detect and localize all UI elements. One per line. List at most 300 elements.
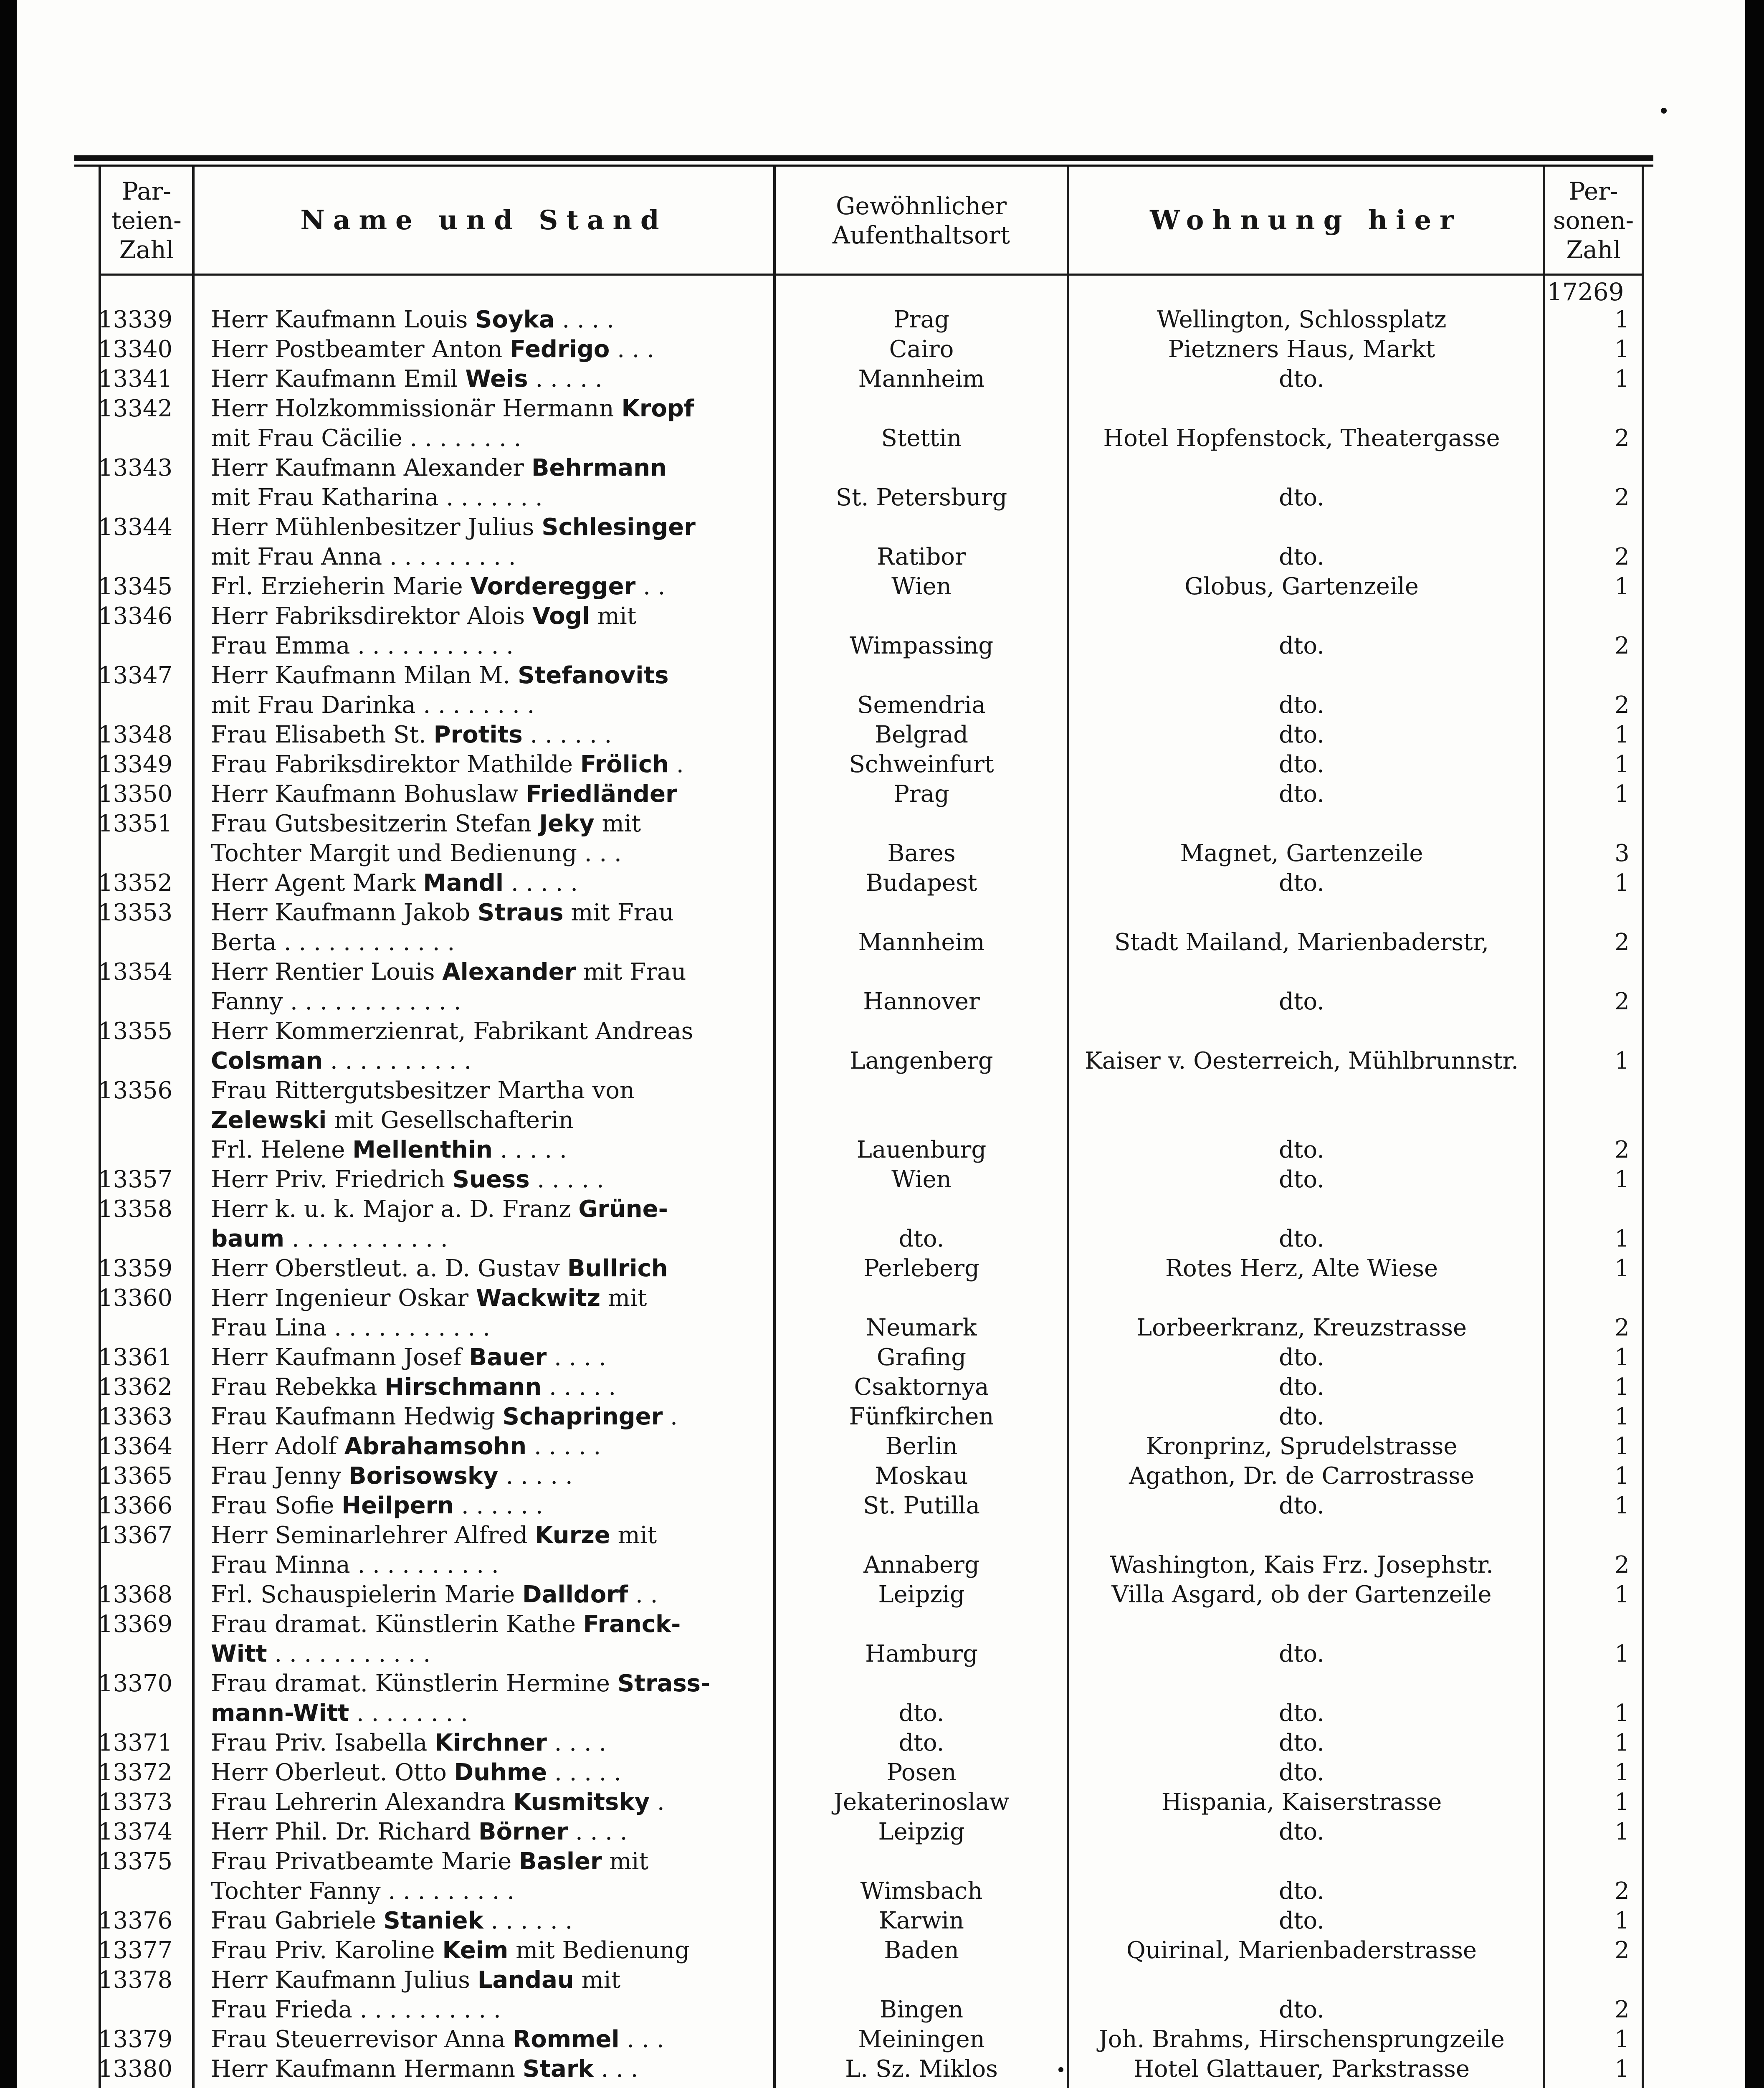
entry-name-line bbox=[211, 1876, 766, 1906]
entry-name-line bbox=[211, 1639, 766, 1669]
table-row bbox=[0, 394, 1764, 453]
entry-address: dto. bbox=[1279, 869, 1324, 897]
entry-title: Herr Agent Mark bbox=[211, 869, 423, 897]
entry-number: 13354 bbox=[98, 958, 173, 986]
entry-surname: Stefanovits bbox=[518, 662, 669, 689]
entry-persons-count: 1 bbox=[1615, 1433, 1630, 1460]
entry-name bbox=[211, 1165, 766, 1194]
entry-name bbox=[211, 1372, 766, 1402]
entry-name-line bbox=[211, 1461, 766, 1491]
entry-address: dto. bbox=[1279, 1700, 1324, 1727]
entry-number: 13360 bbox=[98, 1285, 173, 1312]
entry-name bbox=[211, 1847, 766, 1906]
entry-persons-count: 3 bbox=[1615, 840, 1630, 867]
entry-persons bbox=[1555, 1876, 1651, 1906]
entry-title: Herr Ingenieur Oskar bbox=[211, 1285, 476, 1312]
entry-name-line bbox=[211, 1254, 766, 1283]
entry-persons-count: 1 bbox=[1615, 1344, 1630, 1371]
entry-tail: . . . . . bbox=[526, 1433, 601, 1460]
entry-name-line bbox=[211, 1936, 766, 1965]
entry-number: 13373 bbox=[98, 1789, 173, 1816]
entry-title: Herr Kaufmann Louis bbox=[211, 306, 476, 333]
entry-address: dto. bbox=[1279, 1818, 1324, 1845]
entry-address: dto. bbox=[1279, 1640, 1324, 1667]
entry-persons-count: 1 bbox=[1615, 1789, 1630, 1816]
entry-persons bbox=[1555, 1906, 1651, 1936]
entry-surname: Behrmann bbox=[531, 454, 667, 481]
table-row bbox=[0, 1906, 1764, 1936]
entry-title: Frau dramat. Künstlerin Kathe bbox=[211, 1611, 583, 1638]
entry-surname: Staniek bbox=[383, 1907, 483, 1934]
entry-title: Herr Kaufmann Jakob bbox=[211, 899, 478, 926]
entry-tail: mit bbox=[602, 1848, 648, 1875]
entry-origin: Mannheim bbox=[858, 365, 985, 393]
entry-persons-count: 2 bbox=[1615, 1136, 1630, 1163]
entry-surname: Grüne- bbox=[578, 1196, 668, 1223]
entry-persons-count: 1 bbox=[1615, 1166, 1630, 1193]
entry-origin: L. Sz. Miklos bbox=[845, 2055, 998, 2083]
entry-persons bbox=[1555, 987, 1651, 1016]
entry-name bbox=[211, 1580, 766, 1609]
entry-name-line bbox=[211, 1194, 766, 1224]
entry-number: 13339 bbox=[98, 306, 173, 333]
entry-title: Frau Sofie bbox=[211, 1492, 342, 1519]
entry-origin: Csaktornya bbox=[854, 1373, 989, 1401]
entry-address: dto. bbox=[1279, 1492, 1324, 1519]
entry-number: 13364 bbox=[98, 1433, 173, 1460]
entry-surname: Hirschmann bbox=[385, 1373, 542, 1401]
entry-tail: . . . . . bbox=[492, 1136, 567, 1163]
entry-persons-count: 1 bbox=[1615, 1729, 1630, 1756]
entry-name-line bbox=[211, 1283, 766, 1313]
table-row bbox=[0, 1787, 1764, 1817]
entry-title: Tochter Margit und Bedienung . . . bbox=[211, 840, 622, 867]
entry-name bbox=[211, 1787, 766, 1817]
entry-surname: Wackwitz bbox=[476, 1285, 601, 1312]
entry-name bbox=[211, 661, 766, 720]
entry-origin: Hamburg bbox=[865, 1640, 978, 1667]
entry-persons-count: 2 bbox=[1615, 1878, 1630, 1905]
table-row bbox=[0, 1669, 1764, 1728]
entry-name bbox=[211, 305, 766, 334]
table-row bbox=[0, 2054, 1764, 2084]
entry-title: Frl. Schauspielerin Marie bbox=[211, 1581, 522, 1608]
entry-persons bbox=[1555, 542, 1651, 572]
entry-title: Herr Seminarlehrer Alfred bbox=[211, 1522, 535, 1549]
entry-tail: mit Gesellschafterin bbox=[326, 1107, 574, 1134]
entry-surname: Vorderegger bbox=[470, 573, 636, 600]
entry-tail: mit bbox=[574, 1966, 621, 1994]
header-number: Par- teien- Zahl bbox=[111, 177, 182, 264]
entry-tail: . . . bbox=[610, 336, 655, 363]
entry-title: Frau Steuerrevisor Anna bbox=[211, 2026, 513, 2053]
entry-number: 13361 bbox=[98, 1344, 173, 1371]
entry-surname: Soyka bbox=[475, 306, 555, 333]
entry-origin: Grafing bbox=[876, 1344, 967, 1371]
entry-title: Herr Priv. Friedrich bbox=[211, 1166, 453, 1193]
entry-origin: Schweinfurt bbox=[849, 751, 994, 778]
entry-title: Frau Priv. Karoline bbox=[211, 1937, 443, 1964]
entry-name bbox=[211, 1669, 766, 1728]
entry-title: Tochter Fanny . . . . . . . . . bbox=[211, 1878, 514, 1905]
entry-persons-count: 2 bbox=[1615, 1996, 1630, 2023]
entry-number: 13359 bbox=[98, 1255, 173, 1282]
entry-name bbox=[211, 334, 766, 364]
entry-surname: Weis bbox=[465, 365, 528, 393]
entry-name-line bbox=[211, 1076, 766, 1105]
entry-surname: baum bbox=[211, 1225, 285, 1252]
entry-origin: Budapest bbox=[866, 869, 977, 897]
entry-persons bbox=[1555, 1550, 1651, 1580]
entry-name bbox=[211, 720, 766, 750]
entry-origin: Ratibor bbox=[877, 543, 966, 570]
entry-persons bbox=[1555, 1580, 1651, 1609]
table-row bbox=[0, 1016, 1764, 1076]
entry-name-line bbox=[211, 750, 766, 779]
entry-name bbox=[211, 601, 766, 661]
entry-address: Kaiser v. Oesterreich, Mühlbrunnstr. bbox=[1084, 1047, 1519, 1074]
entry-name-line bbox=[211, 957, 766, 987]
entry-tail: . . . . bbox=[568, 1818, 628, 1845]
top-rule-thick bbox=[74, 155, 1653, 161]
entry-title: Frau Jenny bbox=[211, 1462, 349, 1490]
entry-name-line bbox=[211, 1046, 766, 1076]
entry-title: mit Frau Anna . . . . . . . . . bbox=[211, 543, 516, 570]
entry-name bbox=[211, 364, 766, 394]
entry-name bbox=[211, 453, 766, 512]
entry-name bbox=[211, 1491, 766, 1520]
entry-persons bbox=[1555, 2054, 1651, 2084]
entry-address: dto. bbox=[1279, 1907, 1324, 1934]
entry-address: Kronprinz, Sprudelstrasse bbox=[1146, 1433, 1458, 1460]
table-row bbox=[0, 779, 1764, 809]
entry-address: Agathon, Dr. de Carrostrasse bbox=[1129, 1462, 1475, 1490]
entry-name-line bbox=[211, 1343, 766, 1372]
entry-surname: Kropf bbox=[621, 395, 694, 422]
entry-title: Herr k. u. k. Major a. D. Franz bbox=[211, 1196, 579, 1223]
table-row bbox=[0, 334, 1764, 364]
entry-name bbox=[211, 1609, 766, 1669]
entry-address: dto. bbox=[1279, 1996, 1324, 2023]
entry-address: dto. bbox=[1279, 1403, 1324, 1430]
entry-title: Herr Kommerzienrat, Fabrikant Andreas bbox=[211, 1018, 693, 1045]
entry-number: 13368 bbox=[98, 1581, 173, 1608]
entry-persons bbox=[1555, 423, 1651, 453]
entry-address: Hotel Hopfenstock, Theatergasse bbox=[1103, 425, 1500, 452]
entry-number: 13346 bbox=[98, 603, 173, 630]
entry-title: Herr Kaufmann Hermann bbox=[211, 2055, 523, 2083]
entry-origin: Wimsbach bbox=[860, 1878, 983, 1905]
entry-name bbox=[211, 1254, 766, 1283]
entry-persons bbox=[1555, 1343, 1651, 1372]
entry-persons bbox=[1555, 1817, 1651, 1847]
entry-name-line bbox=[211, 690, 766, 720]
entry-address: dto. bbox=[1279, 1373, 1324, 1401]
entry-title: Herr Postbeamter Anton bbox=[211, 336, 510, 363]
header-origin: Gewöhnlicher Aufenthaltsort bbox=[832, 191, 1010, 249]
entry-surname: Franck- bbox=[583, 1611, 681, 1638]
entry-name bbox=[211, 1461, 766, 1491]
entry-persons bbox=[1555, 750, 1651, 779]
entry-number: 13375 bbox=[98, 1848, 173, 1875]
entry-number: 13347 bbox=[98, 662, 173, 689]
top-rule-thin bbox=[74, 165, 1653, 167]
entry-persons-count: 1 bbox=[1615, 1907, 1630, 1934]
entry-name-line bbox=[211, 898, 766, 927]
entry-number: 13349 bbox=[98, 751, 173, 778]
entry-tail: . . . . . bbox=[528, 365, 602, 393]
entry-surname: Zelewski bbox=[211, 1107, 327, 1134]
entry-address: dto. bbox=[1279, 484, 1324, 511]
entry-title: Herr Kaufmann Alexander bbox=[211, 454, 531, 481]
entry-number: 13367 bbox=[98, 1522, 173, 1549]
entry-persons-count: 2 bbox=[1615, 1551, 1630, 1579]
entry-surname: Jeky bbox=[539, 810, 595, 837]
entry-name bbox=[211, 1076, 766, 1165]
entry-surname: Keim bbox=[442, 1937, 509, 1964]
entry-persons-count: 2 bbox=[1615, 484, 1630, 511]
entry-surname: Kurze bbox=[535, 1522, 610, 1549]
entry-address: dto. bbox=[1279, 988, 1324, 1015]
table-row bbox=[0, 364, 1764, 394]
entry-surname: Witt bbox=[211, 1640, 267, 1667]
entry-persons-count: 2 bbox=[1615, 692, 1630, 719]
entry-name bbox=[211, 1965, 766, 2025]
entry-number: 13374 bbox=[98, 1818, 173, 1845]
entry-origin: St. Putilla bbox=[863, 1492, 980, 1519]
entry-tail: mit Frau bbox=[576, 958, 686, 986]
entry-title: Frau dramat. Künstlerin Hermine bbox=[211, 1670, 618, 1697]
entry-tail: . bbox=[650, 1789, 665, 1816]
entry-address: Wellington, Schlossplatz bbox=[1157, 306, 1447, 333]
entry-name-line bbox=[211, 305, 766, 334]
entry-name-line bbox=[211, 2054, 766, 2084]
entry-persons bbox=[1555, 364, 1651, 394]
entry-surname: Bullrich bbox=[567, 1255, 668, 1282]
entry-name-line bbox=[211, 839, 766, 868]
entry-origin: dto. bbox=[898, 1225, 944, 1252]
entry-address: dto. bbox=[1279, 721, 1324, 748]
entry-name-line bbox=[211, 1698, 766, 1728]
entry-name bbox=[211, 779, 766, 809]
entry-address: Washington, Kais Frz. Josephstr. bbox=[1110, 1551, 1493, 1579]
table-row bbox=[0, 1758, 1764, 1787]
entry-name-line bbox=[211, 1105, 766, 1135]
entry-persons-count: 2 bbox=[1615, 425, 1630, 452]
entry-tail: . . . bbox=[593, 2055, 638, 2083]
entry-persons-count: 1 bbox=[1615, 751, 1630, 778]
entry-name bbox=[211, 2025, 766, 2054]
entry-persons bbox=[1555, 1491, 1651, 1520]
entry-name-line bbox=[211, 1787, 766, 1817]
entry-name-line bbox=[211, 2025, 766, 2054]
entry-name-line bbox=[211, 1995, 766, 2025]
entry-origin: Wien bbox=[891, 1166, 952, 1193]
scan-speck bbox=[1661, 108, 1667, 114]
entry-origin: dto. bbox=[898, 1700, 944, 1727]
entry-address: Globus, Gartenzeile bbox=[1184, 573, 1419, 600]
entry-address: dto. bbox=[1279, 751, 1324, 778]
entry-name bbox=[211, 1402, 766, 1432]
entry-persons-count: 1 bbox=[1615, 2026, 1630, 2053]
entry-name bbox=[211, 1728, 766, 1758]
entry-title: Herr Fabriksdirektor Alois bbox=[211, 603, 532, 630]
entry-title: Frl. Helene bbox=[211, 1136, 353, 1163]
entry-address: dto. bbox=[1279, 1225, 1324, 1252]
entry-tail: . . . bbox=[619, 2026, 664, 2053]
entry-title: Frau Gutsbesitzerin Stefan bbox=[211, 810, 539, 837]
entry-name-line bbox=[211, 423, 766, 453]
header-address: Wohnung hier bbox=[1150, 204, 1462, 236]
header-persons: Per- sonen- Zahl bbox=[1553, 177, 1634, 264]
table-row bbox=[0, 1609, 1764, 1669]
entry-persons-count: 1 bbox=[1615, 365, 1630, 393]
entry-address: dto. bbox=[1279, 1759, 1324, 1786]
entry-title: Frau Frieda . . . . . . . . . . bbox=[211, 1996, 501, 2023]
entry-number: 13369 bbox=[98, 1611, 173, 1638]
entry-name bbox=[211, 898, 766, 957]
entry-name bbox=[211, 2054, 766, 2084]
entry-number: 13365 bbox=[98, 1462, 173, 1490]
entry-surname: Landau bbox=[477, 1966, 574, 1994]
entry-surname: Heilpern bbox=[342, 1492, 454, 1519]
entry-address: Stadt Mailand, Marienbaderstr, bbox=[1114, 929, 1489, 956]
table-row bbox=[0, 1965, 1764, 2025]
entry-surname: Schapringer bbox=[502, 1403, 663, 1430]
entry-persons bbox=[1555, 1461, 1651, 1491]
entry-tail: mit bbox=[600, 1285, 647, 1312]
entry-name bbox=[211, 1343, 766, 1372]
entry-number: 13340 bbox=[98, 336, 173, 363]
entry-title: Frau Emma . . . . . . . . . . . bbox=[211, 632, 514, 659]
entry-surname: Mandl bbox=[423, 869, 504, 897]
table-row bbox=[0, 453, 1764, 512]
entry-persons-count: 1 bbox=[1615, 780, 1630, 808]
entry-name-line bbox=[211, 1906, 766, 1936]
table-row bbox=[0, 1372, 1764, 1402]
entry-title: Frau Rebekka bbox=[211, 1373, 385, 1401]
entry-number: 13358 bbox=[98, 1196, 173, 1223]
entry-origin: Perleberg bbox=[863, 1255, 979, 1282]
entry-persons-count: 1 bbox=[1615, 1373, 1630, 1401]
entry-name-line bbox=[211, 1669, 766, 1698]
entry-persons-count: 2 bbox=[1615, 543, 1630, 570]
entry-persons bbox=[1555, 572, 1651, 601]
entry-tail: mit bbox=[610, 1522, 657, 1549]
entry-tail: . bbox=[669, 751, 684, 778]
entry-persons bbox=[1555, 839, 1651, 868]
entry-persons bbox=[1555, 1313, 1651, 1343]
entry-name-line bbox=[211, 512, 766, 542]
entry-origin: Stettin bbox=[881, 425, 962, 452]
entry-persons bbox=[1555, 1639, 1651, 1669]
entry-number: 13343 bbox=[98, 454, 173, 481]
entry-tail: . bbox=[663, 1403, 678, 1430]
entry-number: 13341 bbox=[98, 365, 173, 393]
entry-surname: Bauer bbox=[469, 1344, 547, 1371]
entry-address: dto. bbox=[1279, 780, 1324, 808]
entry-address: Villa Asgard, ob der Gartenzeile bbox=[1111, 1581, 1492, 1608]
entry-title: Frau Lehrerin Alexandra bbox=[211, 1789, 514, 1816]
total-carried-forward: 17269 bbox=[1547, 278, 1624, 306]
entry-persons-count: 2 bbox=[1615, 1937, 1630, 1964]
entry-name-line bbox=[211, 483, 766, 512]
entry-surname: Basler bbox=[519, 1848, 602, 1875]
entry-surname: Straus bbox=[477, 899, 564, 926]
entry-name-line bbox=[211, 1728, 766, 1758]
table-row bbox=[0, 2025, 1764, 2054]
entry-address: dto. bbox=[1279, 692, 1324, 719]
entry-name bbox=[211, 957, 766, 1016]
entry-name bbox=[211, 750, 766, 779]
entry-persons-count: 1 bbox=[1615, 1403, 1630, 1430]
table-row bbox=[0, 898, 1764, 957]
entry-title: Herr Holzkommissionär Hermann bbox=[211, 395, 622, 422]
entry-title: Frau Minna . . . . . . . . . . bbox=[211, 1551, 499, 1579]
entry-surname: Frölich bbox=[580, 751, 669, 778]
table-row bbox=[0, 1847, 1764, 1906]
entry-tail: . . . . . bbox=[547, 1759, 622, 1786]
entry-number: 13344 bbox=[98, 514, 173, 541]
entry-number: 13371 bbox=[98, 1729, 173, 1756]
entry-name-line bbox=[211, 1758, 766, 1787]
entry-name bbox=[211, 1283, 766, 1343]
entry-name-line bbox=[211, 1520, 766, 1550]
entry-address: Joh. Brahms, Hirschensprungzeile bbox=[1098, 2026, 1505, 2053]
entry-address: dto. bbox=[1279, 1878, 1324, 1905]
entry-persons-count: 1 bbox=[1615, 1818, 1630, 1845]
entry-address: Lorbeerkranz, Kreuzstrasse bbox=[1136, 1314, 1467, 1341]
entry-origin: Fünfkirchen bbox=[849, 1403, 994, 1430]
entry-surname: Vogl bbox=[532, 603, 590, 630]
entry-name-line bbox=[211, 334, 766, 364]
entry-number: 13363 bbox=[98, 1403, 173, 1430]
entry-name-line bbox=[211, 720, 766, 750]
entry-persons bbox=[1555, 2025, 1651, 2054]
entry-name-line bbox=[211, 809, 766, 839]
entry-number: 13377 bbox=[98, 1937, 173, 1964]
entry-title: Herr Phil. Dr. Richard bbox=[211, 1818, 478, 1845]
table-row bbox=[0, 1728, 1764, 1758]
entry-title: Herr Rentier Louis bbox=[211, 958, 443, 986]
entry-surname: Protits bbox=[433, 721, 523, 748]
entry-persons-count: 1 bbox=[1615, 869, 1630, 897]
entry-name bbox=[211, 809, 766, 868]
entry-address: Rotes Herz, Alte Wiese bbox=[1165, 1255, 1438, 1282]
entry-origin: Leipzig bbox=[878, 1581, 965, 1608]
entry-number: 13348 bbox=[98, 721, 173, 748]
entry-number: 13342 bbox=[98, 395, 173, 422]
entry-persons bbox=[1555, 1402, 1651, 1432]
entry-name bbox=[211, 1432, 766, 1461]
entry-surname: Börner bbox=[478, 1818, 568, 1845]
entry-title: mit Frau Katharina . . . . . . . bbox=[211, 484, 543, 511]
entry-tail: mit Bedienung bbox=[508, 1937, 690, 1964]
entry-number: 13380 bbox=[98, 2055, 173, 2083]
entry-tail: . . . . . bbox=[504, 869, 578, 897]
entry-name-line bbox=[211, 1402, 766, 1432]
entry-number: 13357 bbox=[98, 1166, 173, 1193]
entry-title: Frau Fabriksdirektor Mathilde bbox=[211, 751, 580, 778]
entry-origin: Leipzig bbox=[878, 1818, 965, 1845]
entry-persons-count: 1 bbox=[1615, 1640, 1630, 1667]
entry-number: 13379 bbox=[98, 2026, 173, 2053]
entry-name-line bbox=[211, 601, 766, 631]
entry-name-line bbox=[211, 1135, 766, 1165]
table-row bbox=[0, 1491, 1764, 1520]
entry-origin: Belgrad bbox=[874, 721, 969, 748]
entry-persons bbox=[1555, 868, 1651, 898]
